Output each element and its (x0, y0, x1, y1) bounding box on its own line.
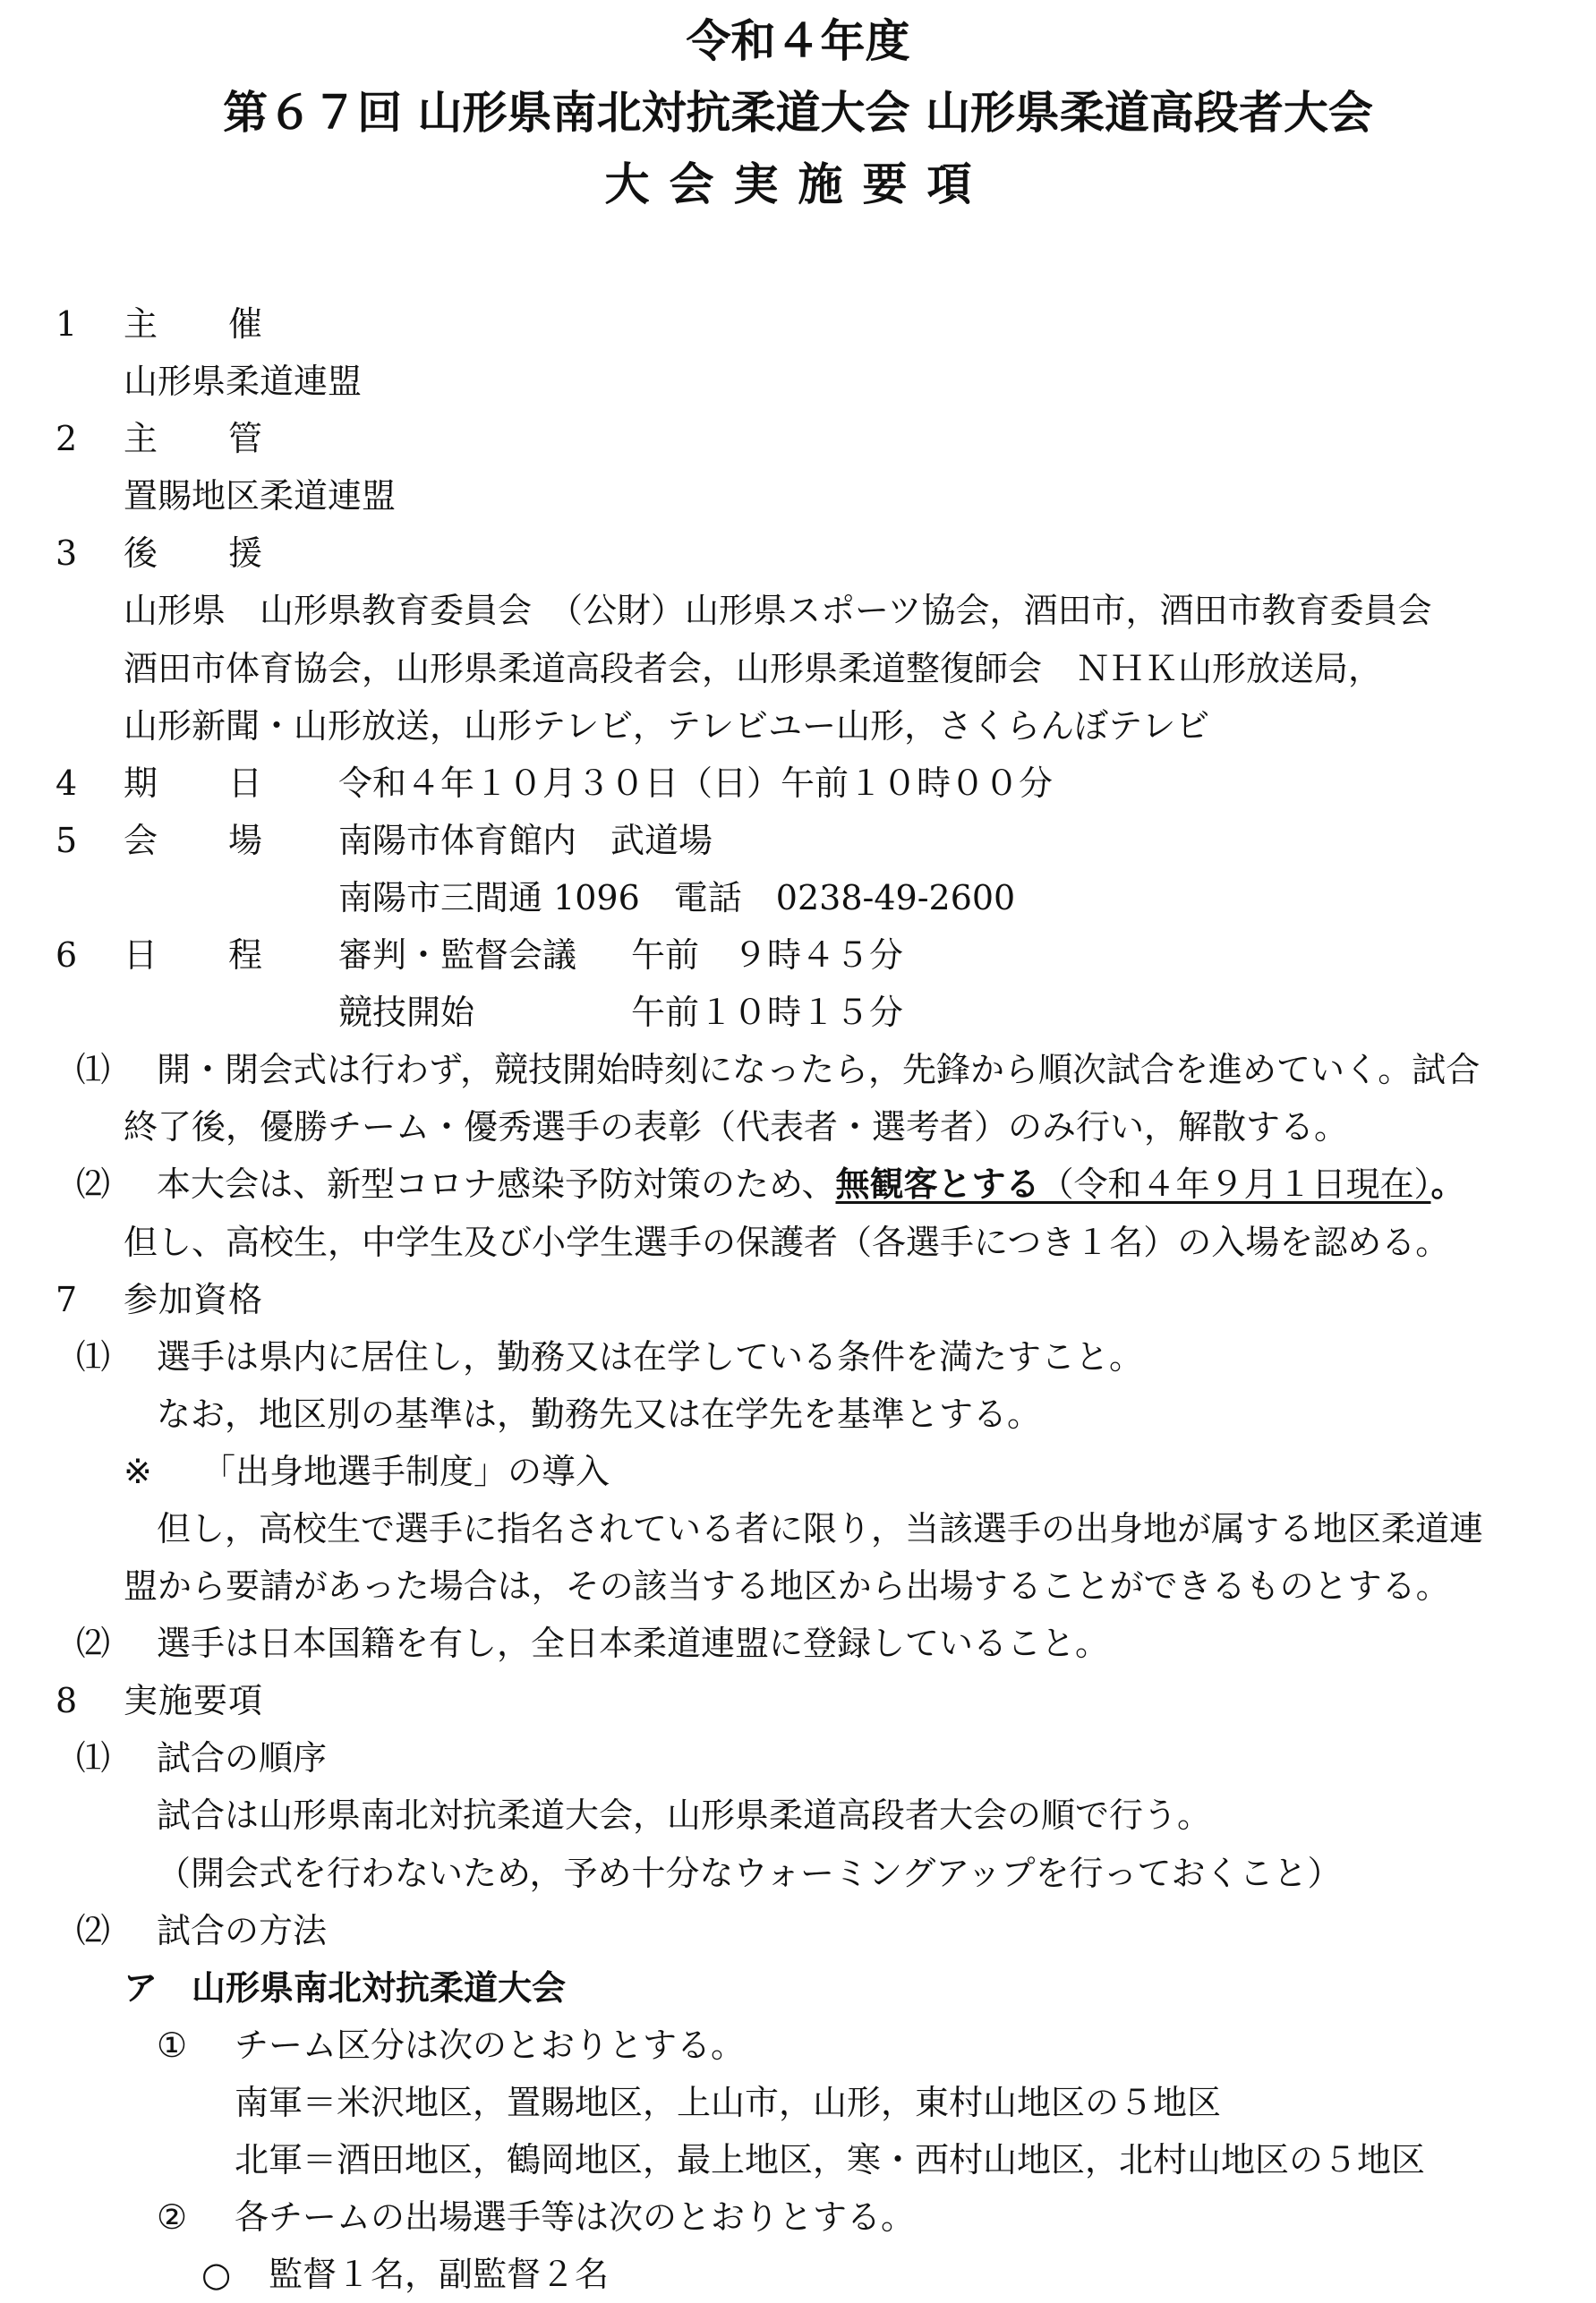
sponsors-text: 酒田市体育協会，山形県柔道高段者会，山形県柔道整復師会 ＮＨＫ山形放送局， (124, 648, 1383, 688)
organizer-text: 山形県柔道連盟 (124, 362, 363, 402)
management-text-row (0, 467, 1596, 525)
item-marker: ⑴ (76, 1738, 111, 1778)
schedule-row (0, 984, 1596, 1041)
note-text: 但し，高校生で選手に指名されている者に限り，当該選手の出身地が属する地区柔道連 (157, 1508, 1484, 1548)
no-spectators-emphasis: 無観客とする (835, 1164, 1040, 1205)
section-label: 主 催 (124, 304, 264, 344)
circle-bullet: ○ (201, 2255, 232, 2295)
note-marker: ⑴ (76, 1050, 111, 1090)
schedule-note-2-cont (0, 1214, 1596, 1271)
match-method-heading (0, 1902, 1596, 1959)
note-title: 「出身地選手制度」の導入 (201, 1451, 610, 1491)
section-label: 日 程 (124, 935, 264, 976)
sponsors-line (0, 582, 1596, 639)
match-order-line (0, 1845, 1596, 1902)
section-sponsors (0, 525, 1596, 582)
match-order-heading (0, 1729, 1596, 1787)
management-text: 置賜地区柔道連盟 (124, 476, 397, 516)
item-text: チーム区分は次のとおりとする。 (235, 2025, 746, 2065)
hometown-note-title (0, 1443, 1596, 1500)
eligibility-item-1 (0, 1328, 1596, 1386)
note-marker: ⑵ (76, 1164, 111, 1205)
section-date (0, 755, 1596, 812)
sponsors-line (0, 697, 1596, 755)
note-text: 本大会は、新型コロナ感染予防対策のため、 (157, 1164, 836, 1205)
circled-number: ② (157, 2197, 188, 2238)
schedule-item-time: 午前１０時１５分 (631, 993, 904, 1033)
section-label: 参加資格 (124, 1279, 264, 1319)
item-text: 選手は日本国籍を有し，全日本柔道連盟に登録していること。 (157, 1624, 1110, 1664)
section-venue (0, 812, 1596, 869)
section-eligibility (0, 1271, 1596, 1328)
as-of-date: （令和４年９月１日現在） (1039, 1164, 1431, 1205)
note-text: 但し、高校生，中学生及び小学生選手の保護者（各選手につき１名）の入場を認める。 (124, 1222, 1450, 1262)
note-text-wrap (157, 1156, 1465, 1213)
item-title: 試合の方法 (157, 1910, 328, 1950)
section-number: 2 (55, 419, 78, 459)
fiscal-year-title: 令和４年度 (686, 15, 910, 67)
item-text: （開会式を行わないため，予め十分なウォーミングアップを行っておくこと） (157, 1853, 1342, 1893)
event-date: 令和４年１０月３０日（日）午前１０時００分 (338, 763, 1054, 803)
section-organizer (0, 295, 1596, 353)
section-label: 主 管 (124, 419, 264, 459)
item-marker: ⑵ (76, 1910, 111, 1950)
section-management (0, 410, 1596, 467)
section-implementation (0, 1672, 1596, 1729)
schedule-note-1 (0, 1041, 1596, 1098)
circled-number: ① (157, 2025, 188, 2065)
section-label: 期 日 (124, 763, 264, 803)
section-number: 6 (55, 935, 78, 976)
note-text: 開・閉会式は行わず，競技開始時刻になったら，先鋒から順次試合を進めていく。試合 (157, 1050, 1481, 1090)
reference-mark: ※ (124, 1451, 152, 1491)
eligibility-item-1-cont (0, 1386, 1596, 1443)
item-marker: ⑴ (76, 1336, 111, 1377)
sponsors-text: 山形新聞・山形放送，山形テレビ，テレビユー山形，さくらんぼテレビ (124, 705, 1210, 746)
north-team-row (0, 2131, 1596, 2188)
sponsors-text: 山形県 山形県教育委員会 （公財）山形県スポーツ協会，酒田市，酒田市教育委員会 (124, 591, 1432, 631)
note-text: 終了後，優勝チーム・優秀選手の表彰（代表者・選考者）のみ行い，解散する。 (124, 1107, 1349, 1147)
venue-name: 南陽市体育館内 武道場 (338, 820, 713, 860)
section-label: 実施要項 (124, 1681, 264, 1721)
tournament-title: 第６７回 山形県南北対抗柔道大会 山形県柔道高段者大会 (223, 87, 1373, 139)
document-body (0, 295, 1596, 2303)
schedule-note-2 (0, 1156, 1596, 1213)
eligibility-item-2 (0, 1615, 1596, 1672)
match-order-line (0, 1787, 1596, 1844)
north-team-text: 北軍＝酒田地区，鶴岡地区，最上地区，寒・西村山地区，北村山地区の５地区 (235, 2140, 1426, 2179)
note-period: 。 (1430, 1164, 1465, 1205)
section-number: 7 (55, 1279, 78, 1319)
guidelines-title: 大会実施要項 (604, 158, 992, 210)
note-text: 盟から要請があった場合は，その該当する地区から出場することができるものとする。 (124, 1566, 1450, 1607)
schedule-item-name: 審判・監督会議 (338, 935, 577, 976)
item-text: 監督１名，副監督２名 (269, 2255, 610, 2295)
hometown-note-line (0, 1500, 1596, 1557)
organizer-text-row (0, 353, 1596, 410)
north-south-heading (0, 1959, 1596, 2017)
subsection-heading: ア 山形県南北対抗柔道大会 (124, 1967, 567, 2008)
schedule-item-time: 午前 ９時４５分 (631, 935, 904, 976)
section-label: 後 援 (124, 533, 264, 574)
item-title: 試合の順序 (157, 1738, 328, 1778)
item-marker: ⑵ (76, 1624, 111, 1664)
section-number: 8 (55, 1681, 78, 1721)
team-division-item (0, 2017, 1596, 2074)
section-number: 1 (55, 304, 78, 344)
section-number: 4 (55, 763, 78, 803)
item-text: 各チームの出場選手等は次のとおりとする。 (235, 2197, 916, 2238)
section-label: 会 場 (124, 820, 264, 860)
south-team-text: 南軍＝米沢地区，置賜地区，上山市，山形，東村山地区の５地区 (235, 2082, 1222, 2122)
section-schedule (0, 926, 1596, 984)
team-players-item (0, 2188, 1596, 2246)
item-text: 試合は山形県南北対抗柔道大会，山形県柔道高段者大会の順で行う。 (157, 1795, 1212, 1836)
hometown-note-line (0, 1557, 1596, 1615)
south-team-row (0, 2074, 1596, 2131)
item-text: 選手は県内に居住し，勤務又は在学している条件を満たすこと。 (157, 1336, 1144, 1377)
venue-address: 南陽市三間通 1096 電話 0238-49-2600 (338, 877, 1016, 917)
document-header (0, 5, 1596, 220)
schedule-item-name: 競技開始 (338, 993, 475, 1033)
section-number: 5 (55, 820, 78, 860)
manager-item (0, 2246, 1596, 2303)
item-text: なお，地区別の基準は，勤務先又は在学先を基準とする。 (157, 1394, 1042, 1434)
section-number: 3 (55, 533, 78, 574)
venue-address-row (0, 869, 1596, 926)
sponsors-line (0, 640, 1596, 697)
schedule-note-1-cont (0, 1098, 1596, 1156)
